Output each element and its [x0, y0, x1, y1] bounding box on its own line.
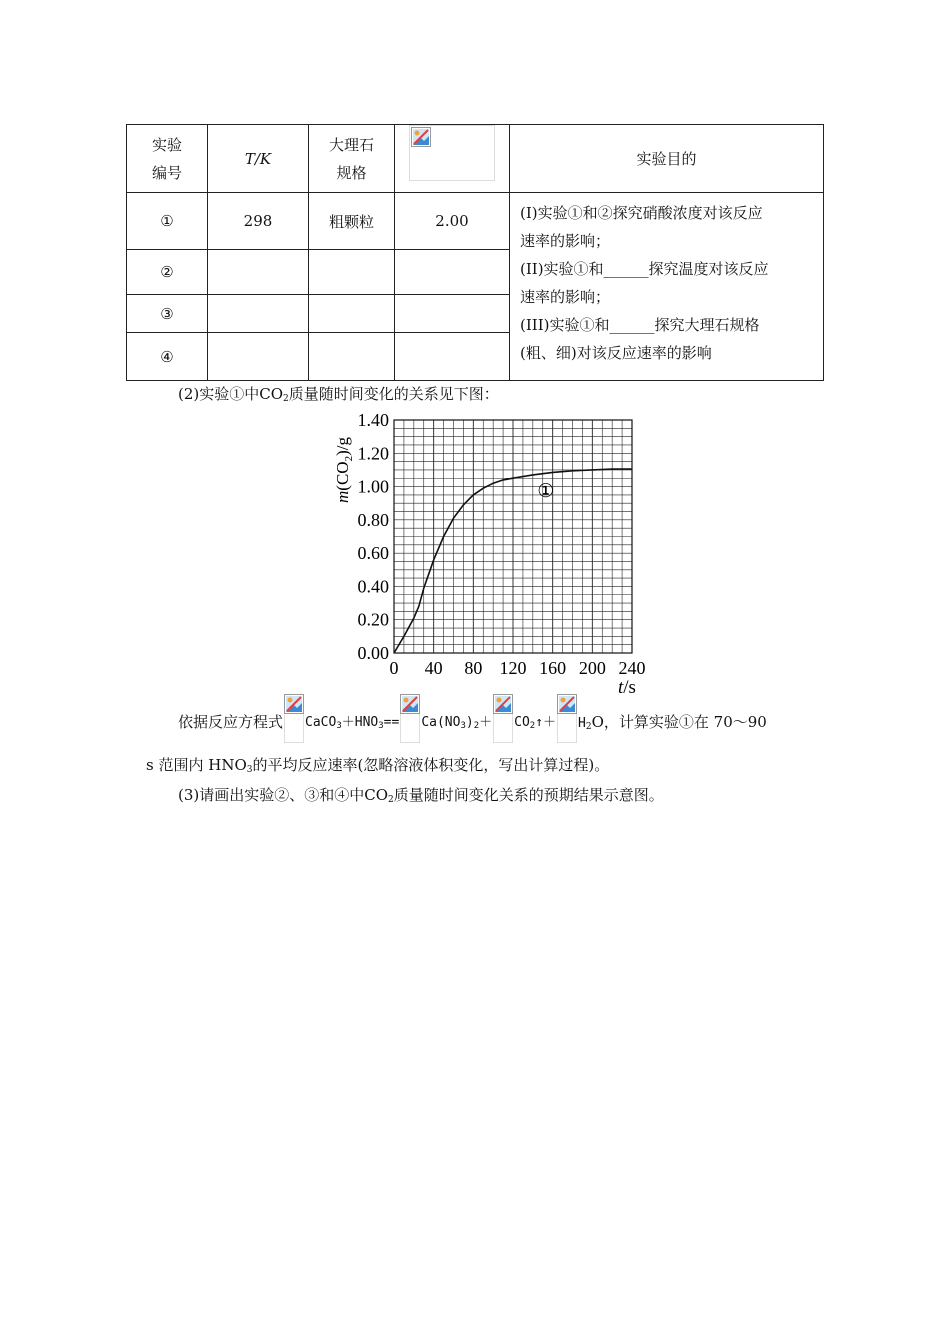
coefficient-image-3 — [493, 694, 513, 742]
y-tick-label: 0.80 — [357, 509, 389, 530]
coefficient-image-1 — [284, 694, 304, 742]
chart-grid — [394, 420, 632, 653]
row2-no: ② — [127, 250, 208, 295]
purpose-line-4: 速率的影响； — [520, 288, 611, 306]
row1-no: ① — [127, 193, 208, 250]
x-tick-label: 240 — [618, 658, 646, 678]
row4-temp — [208, 333, 309, 381]
y-tick-label: 1.00 — [357, 476, 389, 497]
equation-line: 依据反应方程式 $CaCO_3+HNO_3==$ $Ca(NO_3)_2+$ $CO_2↑+$ $H_2O$，计算实验①在 70～90 — [178, 694, 767, 744]
row4-conc — [395, 333, 510, 381]
purpose-line-2: 速率的影响； — [520, 232, 611, 250]
y-tick-label: 0.20 — [357, 609, 389, 630]
y-tick-label: 0.60 — [357, 543, 389, 564]
y-tick-label: 1.20 — [357, 443, 389, 464]
header-conc-image — [395, 125, 510, 193]
x-tick-label: 160 — [539, 658, 567, 678]
y-tick-label: 0.00 — [357, 643, 389, 663]
coefficient-image-2 — [400, 694, 420, 742]
equation-line-2: s 范围内 $HNO_3$的平均反应速率(忽略溶液体积变化，写出计算过程)。 — [146, 756, 610, 775]
purpose-line-5: (III)实验①和______探究大理石规格 — [520, 316, 760, 334]
row2-conc — [395, 250, 510, 295]
coefficient-image-4 — [557, 694, 577, 742]
broken-image-icon — [557, 694, 577, 714]
row3-temp — [208, 295, 309, 333]
row3-no: ③ — [127, 295, 208, 333]
row4-marble — [309, 333, 395, 381]
header-marble: 大理石 规格 — [309, 125, 395, 193]
y-axis-label: $m(CO_2)/g$ — [333, 437, 355, 503]
x-tick-label: 200 — [578, 658, 606, 678]
row4-no: ④ — [127, 333, 208, 381]
row3-marble — [309, 295, 395, 333]
broken-image-icon — [400, 694, 420, 714]
broken-image-icon — [411, 127, 431, 147]
curve-annotation: ① — [537, 479, 555, 502]
purpose-line-6: (粗、细)对该反应速率的影响 — [520, 344, 712, 362]
row2-marble — [309, 250, 395, 295]
x-axis-label: t/s — [618, 677, 636, 695]
x-tick-label: 80 — [464, 658, 483, 678]
row1-conc: 2.00 — [395, 193, 510, 250]
broken-image-icon — [284, 694, 304, 714]
purpose-cell — [510, 193, 824, 381]
x-tick-label: 120 — [499, 658, 527, 678]
x-tick-label: 0 — [389, 658, 399, 678]
question-2-text: (2)实验①中$CO_2$质量随时间变化的关系见下图： — [178, 385, 499, 404]
y-tick-label: 0.40 — [357, 576, 389, 597]
row1-marble: 粗颗粒 — [309, 193, 395, 250]
header-purpose: 实验目的 — [510, 125, 824, 193]
row1-temp: 298 — [208, 193, 309, 250]
row2-temp — [208, 250, 309, 295]
broken-image-icon — [493, 694, 513, 714]
experiment-table — [126, 124, 824, 381]
x-tick-label: 40 — [424, 658, 443, 678]
y-tick-label: 1.40 — [357, 410, 389, 430]
header-exp-no: 实验 编号 — [127, 125, 208, 193]
purpose-line-3: (II)实验①和______探究温度对该反应 — [520, 260, 769, 278]
header-temp: T/K — [208, 125, 309, 193]
co2-mass-chart — [330, 405, 660, 695]
row3-conc — [395, 295, 510, 333]
purpose-line-1: (Ⅰ)实验①和②探究硝酸浓度对该反应 — [520, 204, 763, 222]
question-3-text: (3)请画出实验②、③和④中$CO_2$质量随时间变化关系的预期结果示意图。 — [178, 786, 664, 805]
